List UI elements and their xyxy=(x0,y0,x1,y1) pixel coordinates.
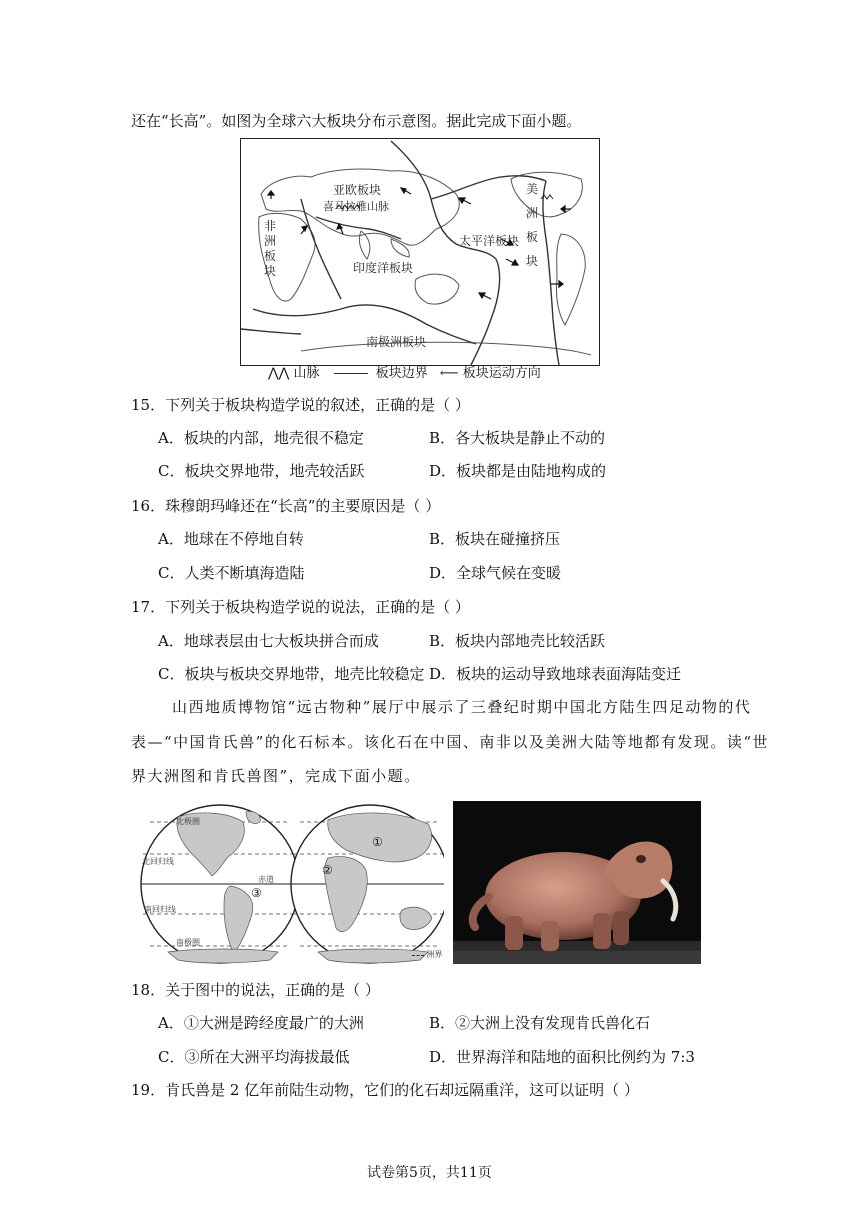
question-stem: 肯氏兽是 2 亿年前陆生动物，它们的化石却远隔重洋，这可以证明（ ） xyxy=(165,1081,639,1099)
q18-option-d: D．世界海洋和陆地的面积比例约为 7:3 xyxy=(429,1048,695,1066)
question-stem: 关于图中的说法，正确的是（ ） xyxy=(165,981,380,999)
question-18 xyxy=(131,979,380,1001)
q16-option-d: D．全球气候在变暖 xyxy=(429,564,562,582)
label-african-plate: 非洲板块 xyxy=(263,219,276,278)
label-eurasian-plate: 亚欧板块 xyxy=(333,183,382,197)
legend-boundary-label: 洲界 xyxy=(426,950,443,959)
passage-line-1: 山西地质博物馆“远古物种”展厅中展示了三叠纪时期中国北方陆生四足动物的代 xyxy=(172,698,752,716)
q16-option-c: C．人类不断填海造陆 xyxy=(158,564,305,582)
q16-option-b: B．板块在碰撞挤压 xyxy=(429,530,561,548)
q17-option-d: D．板块的运动导致地球表面海陆变迁 xyxy=(429,665,682,683)
legend-boundary: 板块边界 xyxy=(375,366,428,381)
legend-mountains: 山脉 xyxy=(293,366,320,381)
animal-illustration xyxy=(453,801,701,964)
label-antarctic-circle: 南极圈 xyxy=(176,938,200,947)
q16-option-a: A．地球在不停地自转 xyxy=(158,530,304,548)
marker-1: ① xyxy=(372,835,383,849)
marker-3: ③ xyxy=(251,886,262,900)
q18-option-c: C．③所在大洲平均海拔最低 xyxy=(158,1048,350,1066)
label-equator: 赤道 xyxy=(258,875,274,884)
q15-option-d: D．板块都是由陆地构成的 xyxy=(429,462,607,480)
page-footer: 试卷第5页，共11页 xyxy=(367,1165,492,1181)
passage-line-2: 表—“中国肯氏兽”的化石标本。该化石在中国、南非以及美洲大陆等地都有发现。读“世 xyxy=(131,733,770,751)
kannemeyeriid-photo xyxy=(453,801,701,964)
question-stem: 珠穆朗玛峰还在“长高”的主要原因是（ ） xyxy=(165,497,441,515)
boundary-legend-icon xyxy=(334,373,368,374)
question-number: 16． xyxy=(131,497,166,515)
marker-2: ② xyxy=(322,863,333,877)
label-arctic-circle: 北极圈 xyxy=(176,817,200,826)
q15-option-b: B．各大板块是静止不动的 xyxy=(429,429,606,447)
label-indian-ocean-plate: 印度洋板块 xyxy=(353,261,414,275)
q15-option-c: C．板块交界地带，地壳较活跃 xyxy=(158,462,365,480)
q18-option-a: A．①大洲是跨经度最广的大洲 xyxy=(158,1014,364,1032)
question-15 xyxy=(131,394,470,416)
world-continents-map xyxy=(138,802,444,966)
label-tropic-of-cancer: 北回归线 xyxy=(142,857,174,866)
question-number: 17． xyxy=(131,598,166,616)
boundary-line-icon xyxy=(412,955,424,956)
plate-map-legend xyxy=(268,366,541,382)
q17-option-a: A．地球表层由七大板块拼合而成 xyxy=(158,632,379,650)
question-19 xyxy=(131,1079,639,1101)
passage-line-3: 界大洲图和肯氏兽图”，完成下面小题。 xyxy=(131,767,421,785)
plate-map-drawing xyxy=(241,139,599,365)
question-number: 15． xyxy=(131,396,166,414)
label-american-plate: 美洲板块 xyxy=(525,182,538,268)
label-pacific-plate: 太平洋板块 xyxy=(459,234,520,248)
q18-option-b: B．②大洲上没有发现肯氏兽化石 xyxy=(429,1014,651,1032)
q17-option-b: B．板块内部地壳比较活跃 xyxy=(429,632,606,650)
question-stem: 下列关于板块构造学说的叙述，正确的是（ ） xyxy=(165,396,470,414)
question-stem: 下列关于板块构造学说的说法，正确的是（ ） xyxy=(165,598,470,616)
intro-text: 还在“长高”。如图为全球六大板块分布示意图。据此完成下面小题。 xyxy=(131,112,582,130)
q17-option-c: C．板块与板块交界地带，地壳比较稳定 xyxy=(158,665,425,683)
label-tropic-of-capricorn: 南回归线 xyxy=(144,905,176,914)
plate-distribution-map xyxy=(240,138,600,366)
arrow-legend-icon: ⟵ xyxy=(439,366,459,381)
label-himalaya-mountains: 喜马拉雅山脉 xyxy=(323,200,389,213)
label-antarctic-plate: 南极洲板块 xyxy=(366,335,427,349)
question-number: 18． xyxy=(131,981,166,999)
question-16 xyxy=(131,495,440,517)
question-number: 19． xyxy=(131,1081,166,1099)
q15-option-a: A．板块的内部，地壳很不稳定 xyxy=(158,429,364,447)
mountain-legend-icon: ⋀⋀ xyxy=(268,366,290,381)
legend-direction: 板块运动方向 xyxy=(462,366,541,381)
continent-boundary-legend xyxy=(412,950,443,959)
question-17 xyxy=(131,596,470,618)
